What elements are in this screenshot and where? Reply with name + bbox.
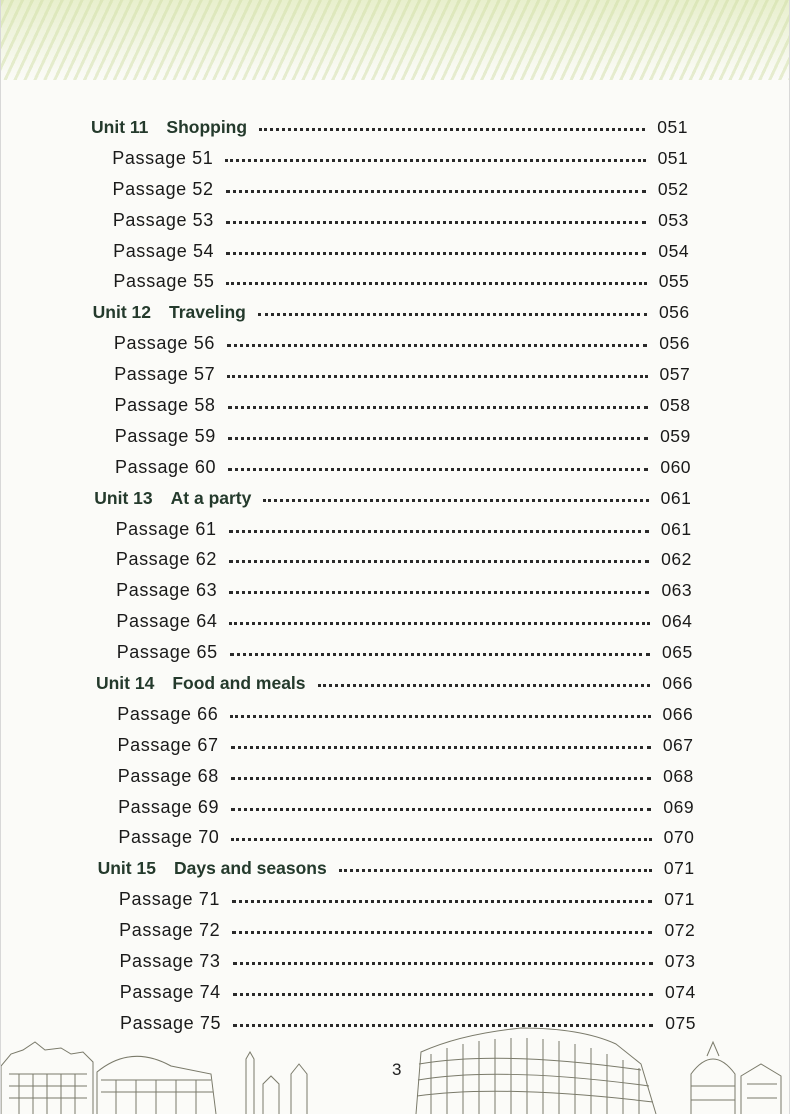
unit-title: At a party <box>170 487 252 508</box>
toc-passage-row <box>1 236 790 267</box>
dot-leader <box>228 468 648 471</box>
dot-leader <box>227 344 647 347</box>
unit-number: Unit 11 <box>91 116 149 137</box>
page-reference: 066 <box>662 703 694 724</box>
passage-label: Passage 75 <box>120 1012 222 1033</box>
passage-label: Passage 59 <box>114 425 216 446</box>
toc-passage-row <box>1 205 790 236</box>
page-reference: 068 <box>663 765 694 786</box>
dot-leader <box>229 560 649 563</box>
page-reference: 055 <box>658 271 690 292</box>
page-reference: 053 <box>658 209 689 230</box>
passage-label: Passage 53 <box>112 209 214 230</box>
passage-label: Passage 67 <box>117 734 219 755</box>
passage-label: Passage 55 <box>113 271 215 292</box>
page-reference: 051 <box>657 147 689 168</box>
passage-label: Passage 65 <box>116 642 218 663</box>
dot-leader <box>318 684 651 687</box>
toc-passage-row <box>1 359 790 390</box>
dot-leader <box>231 838 651 841</box>
dot-leader <box>231 777 651 780</box>
dot-leader <box>228 406 648 409</box>
decorative-top-band <box>1 0 790 80</box>
unit-number: Unit 15 <box>97 858 156 879</box>
page-reference: 064 <box>661 611 693 632</box>
passage-label: Passage 63 <box>116 580 218 601</box>
page-reference: 051 <box>657 116 688 137</box>
unit-heading <box>93 302 246 323</box>
page-number: 3 <box>392 1060 402 1079</box>
unit-title: Food and meals <box>172 672 306 693</box>
toc-passage-row <box>1 390 790 421</box>
page-reference: 066 <box>662 672 693 693</box>
page-reference: 073 <box>664 950 696 971</box>
passage-label: Passage 57 <box>114 364 216 385</box>
passage-label: Passage 73 <box>119 950 221 971</box>
toc-passage-row <box>1 544 790 575</box>
unit-heading <box>94 488 251 509</box>
toc-passage-row <box>1 792 790 823</box>
table-of-contents <box>1 112 790 1039</box>
dot-leader <box>232 900 652 903</box>
toc-passage-row <box>1 884 790 915</box>
toc-passage-row <box>1 977 790 1008</box>
unit-number: Unit 13 <box>94 487 153 508</box>
toc-passage-row <box>1 946 790 977</box>
page-reference: 071 <box>664 889 695 910</box>
dot-leader <box>339 869 652 872</box>
passage-label: Passage 60 <box>115 456 217 477</box>
toc-passage-row <box>1 328 790 359</box>
page-reference: 054 <box>658 240 690 261</box>
dot-leader <box>263 499 648 502</box>
dot-leader <box>226 282 646 285</box>
dot-leader <box>231 808 651 811</box>
page-reference: 065 <box>662 642 693 663</box>
toc-passage-row <box>1 143 790 174</box>
toc-unit-row <box>1 112 790 143</box>
page-reference: 059 <box>660 425 691 446</box>
unit-heading <box>96 673 306 694</box>
toc-unit-row <box>1 297 790 328</box>
toc-passage-row <box>1 606 790 637</box>
dot-leader <box>227 375 647 378</box>
page-reference: 075 <box>665 1012 696 1033</box>
toc-passage-row <box>1 730 790 761</box>
passage-label: Passage 68 <box>117 765 219 786</box>
dot-leader <box>226 190 646 193</box>
page-reference: 057 <box>659 364 691 385</box>
dot-leader <box>233 962 653 965</box>
toc-passage-row <box>1 761 790 792</box>
dot-leader <box>258 313 647 316</box>
unit-heading <box>98 858 327 879</box>
toc-unit-row <box>1 668 790 699</box>
page-reference: 067 <box>662 734 694 755</box>
toc-passage-row <box>1 452 790 483</box>
passage-label: Passage 74 <box>119 981 221 1002</box>
toc-passage-row <box>1 174 790 205</box>
unit-heading <box>91 117 247 138</box>
page-reference: 061 <box>660 518 692 539</box>
unit-title: Days and seasons <box>173 858 327 879</box>
toc-passage-row <box>1 822 790 853</box>
page-reference: 062 <box>661 549 692 570</box>
page-reference: 056 <box>659 333 690 354</box>
dot-leader <box>233 993 653 996</box>
toc-passage-row <box>1 575 790 606</box>
page-reference: 056 <box>658 302 690 323</box>
page-reference: 069 <box>663 796 695 817</box>
passage-label: Passage 61 <box>115 518 217 539</box>
page-reference: 070 <box>663 827 695 848</box>
page-reference: 074 <box>665 981 696 1002</box>
dot-leader <box>229 622 649 625</box>
passage-label: Passage 71 <box>118 889 220 910</box>
page-reference: 063 <box>661 580 693 601</box>
passage-label: Passage 52 <box>112 178 214 199</box>
passage-label: Passage 56 <box>113 333 215 354</box>
unit-number: Unit 14 <box>95 672 155 693</box>
toc-passage-row <box>1 699 790 730</box>
page-reference: 061 <box>660 487 692 508</box>
toc-passage-row <box>1 514 790 545</box>
passage-label: Passage 54 <box>113 240 215 261</box>
toc-passage-row <box>1 266 790 297</box>
dot-leader <box>230 715 650 718</box>
unit-title: Shopping <box>166 116 248 137</box>
page-reference: 060 <box>660 456 692 477</box>
passage-label: Passage 58 <box>114 394 216 415</box>
dot-leader <box>230 653 650 656</box>
dot-leader <box>259 128 645 131</box>
passage-label: Passage 69 <box>118 796 220 817</box>
dot-leader <box>229 530 649 533</box>
passage-label: Passage 72 <box>119 920 221 941</box>
dot-leader <box>228 437 648 440</box>
toc-unit-row <box>1 853 790 884</box>
dot-leader <box>232 931 652 934</box>
page-reference: 072 <box>664 920 696 941</box>
dot-leader <box>231 746 651 749</box>
dot-leader <box>226 221 646 224</box>
unit-number: Unit 12 <box>92 302 151 323</box>
toc-passage-row <box>1 637 790 668</box>
toc-unit-row <box>1 483 790 514</box>
passage-label: Passage 66 <box>117 703 219 724</box>
dot-leader <box>229 591 649 594</box>
dot-leader <box>225 159 645 162</box>
toc-passage-row <box>1 915 790 946</box>
page-reference: 058 <box>659 394 691 415</box>
passage-label: Passage 62 <box>115 549 217 570</box>
passage-label: Passage 51 <box>112 147 214 168</box>
page-reference: 052 <box>657 178 689 199</box>
toc-passage-row <box>1 421 790 452</box>
unit-title: Traveling <box>169 302 246 323</box>
page-reference: 071 <box>663 858 695 879</box>
passage-label: Passage 70 <box>118 827 220 848</box>
dot-leader <box>226 252 646 255</box>
passage-label: Passage 64 <box>116 611 218 632</box>
